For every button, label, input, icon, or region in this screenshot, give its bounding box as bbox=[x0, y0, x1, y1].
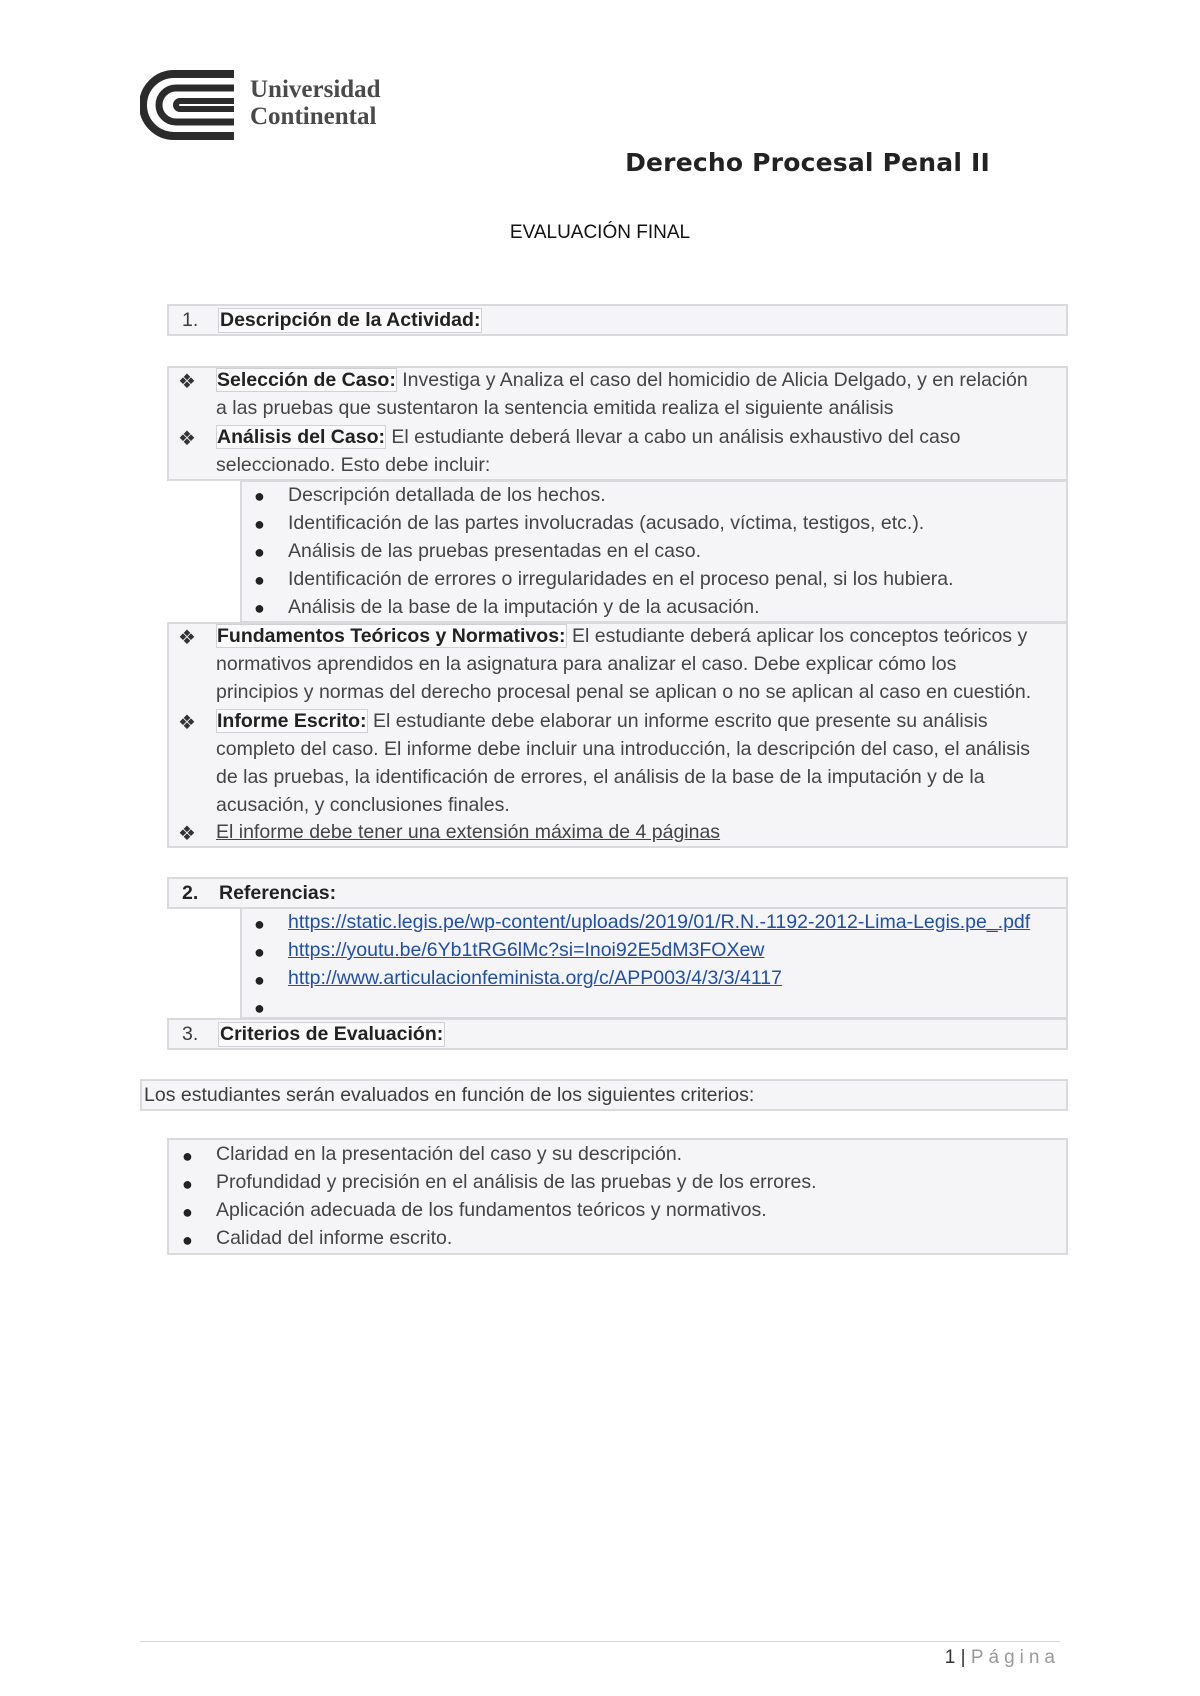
activity-item-3-text-cont: normativos aprendidos en la asignatura para analizar el caso. Debe explicar cómo los bbox=[216, 653, 957, 675]
criteria-intro: Los estudiantes serán evaluados en función de los siguientes criterios: bbox=[144, 1084, 755, 1106]
university-logo-icon bbox=[140, 70, 236, 140]
activity-item-fundamentos bbox=[216, 625, 1027, 648]
subitem: Análisis de la base de la imputación y de la acusación. bbox=[288, 596, 760, 618]
section-2-header bbox=[167, 877, 1068, 909]
page-footer bbox=[880, 1647, 1060, 1669]
bullet-icon: ● bbox=[182, 1146, 193, 1166]
bullet-icon: ● bbox=[254, 570, 265, 590]
activity-item-extension: El informe debe tener una extensión máxima de 4 páginas bbox=[216, 821, 721, 843]
bullet-icon: ● bbox=[254, 486, 265, 506]
subitem: Identificación de las partes involucradas (acusado, víctima, testigos, etc.). bbox=[288, 512, 925, 534]
diamond-bullet-icon: ❖ bbox=[178, 428, 196, 450]
criteria-item: Aplicación adecuada de los fundamentos teóricos y normativos. bbox=[216, 1199, 767, 1221]
course-title: Derecho Procesal Penal II bbox=[625, 148, 990, 177]
bullet-icon: ● bbox=[254, 542, 265, 562]
bullet-icon: ● bbox=[182, 1230, 193, 1250]
diamond-bullet-icon: ❖ bbox=[178, 627, 196, 649]
activity-item-1-label: Selección de Caso: bbox=[217, 369, 396, 391]
bullet-icon: ● bbox=[254, 942, 265, 962]
activity-item-analisis bbox=[216, 426, 961, 449]
section-1-title: Descripción de la Actividad: bbox=[220, 309, 481, 331]
section-1-header bbox=[167, 304, 1068, 336]
activity-item-2-text: El estudiante deberá llevar a cabo un análisis exhaustivo del caso bbox=[385, 426, 961, 448]
section-2-number: 2. bbox=[182, 882, 199, 904]
footer-divider bbox=[140, 1641, 1060, 1642]
reference-link[interactable]: http://www.articulacionfeminista.org/c/APP003/4/3/3/4117 bbox=[288, 967, 782, 989]
section-3-number: 3. bbox=[182, 1023, 199, 1045]
activity-item-4-text-cont: acusación, y conclusiones finales. bbox=[216, 794, 510, 816]
activity-item-4-label: Informe Escrito: bbox=[217, 710, 367, 732]
logo-line-2: Continental bbox=[250, 103, 377, 130]
bullet-icon: ● bbox=[254, 970, 265, 990]
activity-item-4-text: El estudiante debe elaborar un informe escrito que presente su análisis bbox=[367, 710, 988, 732]
section-3-header bbox=[167, 1018, 1068, 1050]
activity-item-3-text: El estudiante deberá aplicar los conceptos teóricos y bbox=[566, 625, 1028, 647]
bullet-icon: ● bbox=[254, 514, 265, 534]
criteria-item: Profundidad y precisión en el análisis de las pruebas y de los errores. bbox=[216, 1171, 817, 1193]
reference-link[interactable]: https://youtu.be/6Yb1tRG6lMc?si=Inoi92E5dM3FOXew bbox=[288, 939, 765, 961]
logo-wordmark bbox=[250, 76, 381, 130]
bullet-icon: ● bbox=[182, 1174, 193, 1194]
reference-link[interactable]: https://static.legis.pe/wp-content/uploads/2019/01/R.N.-1192-2012-Lima-Legis.pe_.pdf bbox=[288, 911, 1031, 933]
logo-line-1: Universidad bbox=[250, 76, 381, 103]
activity-item-3-text-cont: principios y normas del derecho procesal penal se aplican o no se aplican al caso en cuestión. bbox=[216, 681, 1032, 703]
bullet-icon: ● bbox=[182, 1202, 193, 1222]
subitem: Análisis de las pruebas presentadas en el caso. bbox=[288, 540, 702, 562]
bullet-icon: ● bbox=[254, 914, 265, 934]
diamond-bullet-icon: ❖ bbox=[178, 371, 196, 393]
criteria-intro-box bbox=[140, 1079, 1068, 1111]
subitem: Descripción detallada de los hechos. bbox=[288, 484, 606, 506]
diamond-bullet-icon: ❖ bbox=[178, 823, 196, 845]
diamond-bullet-icon: ❖ bbox=[178, 712, 196, 734]
footer-separator: | bbox=[960, 1647, 966, 1668]
bullet-icon: ● bbox=[254, 598, 265, 618]
subitem: Identificación de errores o irregularidades en el proceso penal, si los hubiera. bbox=[288, 568, 954, 590]
criteria-item: Claridad en la presentación del caso y su descripción. bbox=[216, 1143, 683, 1165]
page-word: Página bbox=[970, 1647, 1060, 1668]
activity-item-1-text-cont: a las pruebas que sustentaron la sentencia emitida realiza el siguiente análisis bbox=[216, 397, 894, 419]
criteria-item: Calidad del informe escrito. bbox=[216, 1227, 453, 1249]
section-1-number: 1. bbox=[182, 309, 199, 331]
activity-item-informe bbox=[216, 710, 988, 733]
activity-item-4-text-cont: completo del caso. El informe debe incluir una introducción, la descripción del caso, el análisis bbox=[216, 738, 1031, 760]
section-3-title: Criterios de Evaluación: bbox=[220, 1023, 444, 1045]
activity-item-4-text-cont: de las pruebas, la identificación de errores, el análisis de la base de la imputación y de la bbox=[216, 766, 985, 788]
activity-item-seleccion bbox=[216, 369, 1028, 392]
exam-title: EVALUACIÓN FINAL bbox=[509, 222, 691, 243]
activity-item-3-label: Fundamentos Teóricos y Normativos: bbox=[217, 625, 566, 647]
activity-item-2-label: Análisis del Caso: bbox=[217, 426, 385, 448]
section-2-title: Referencias: bbox=[219, 882, 337, 904]
bullet-icon: ● bbox=[254, 998, 265, 1018]
activity-item-2-text-cont: seleccionado. Esto debe incluir: bbox=[216, 454, 491, 476]
activity-item-1-text: Investiga y Analiza el caso del homicidio de Alicia Delgado, y en relación bbox=[396, 369, 1028, 391]
page-number: 1 bbox=[944, 1647, 956, 1668]
